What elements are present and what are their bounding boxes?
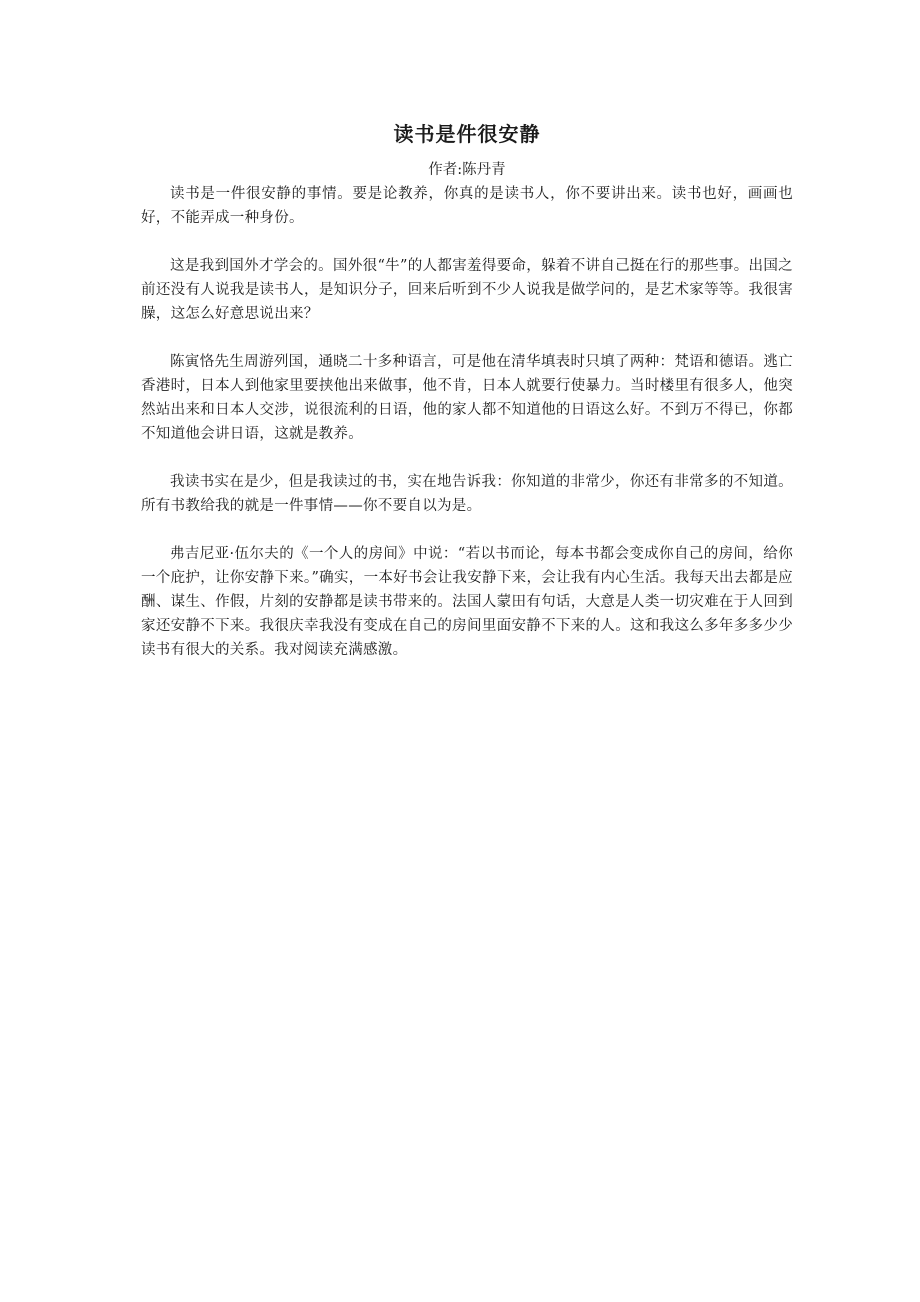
document-title: 读书是件很安静 xyxy=(393,122,541,146)
paragraph-5: 弗吉尼亚·伍尔夫的《一个人的房间》中说：“若以书而论，每本书都会变成你自己的房间，给你一个庇护，让你安静下来。”确实，一本好书会让我安静下来，会让我有内心生活。我每天出去都是应酬、谋生、作假，片刻的安静都是读书带来的。法国人蒙田有句话，大意是人类一切灾难在于人回到家还安静不下来。我很庆幸我没有变成在自己的房间里面安静不下来的人。这和我这么多年多多少少读书有很大的关系。我对阅读充满感激。 xyxy=(141,546,793,658)
paragraph-2: 这是我到国外才学会的。国外很“牛”的人都害羞得要命，躲着不讲自己挺在行的那些事。出国之前还没有人说我是读书人，是知识分子，回来后听到不少人说我是做学问的，是艺术家等等。我很害臊，这怎么好意思说出来？ xyxy=(141,258,793,322)
document-page xyxy=(141,120,793,686)
paragraph-3: 陈寅恪先生周游列国，通晓二十多种语言，可是他在清华填表时只填了两种：梵语和德语。逃亡香港时，日本人到他家里要挟他出来做事，他不肯，日本人就要行使暴力。当时楼里有很多人，他突然站出来和日本人交涉，说很流利的日语，他的家人都不知道他的日语这么好。不到万不得已，你都不知道他会讲日语，这就是教养。 xyxy=(141,354,793,442)
paragraph-1: 读书是一件很安静的事情。要是论教养，你真的是读书人，你不要讲出来。读书也好，画画也好，不能弄成一种身份。 xyxy=(141,186,793,226)
document-author: 作者:陈丹青 xyxy=(428,162,506,178)
paragraph-4: 我读书实在是少，但是我读过的书，实在地告诉我：你知道的非常少，你还有非常多的不知道。所有书教给我的就是一件事情——你不要自以为是。 xyxy=(141,474,793,514)
